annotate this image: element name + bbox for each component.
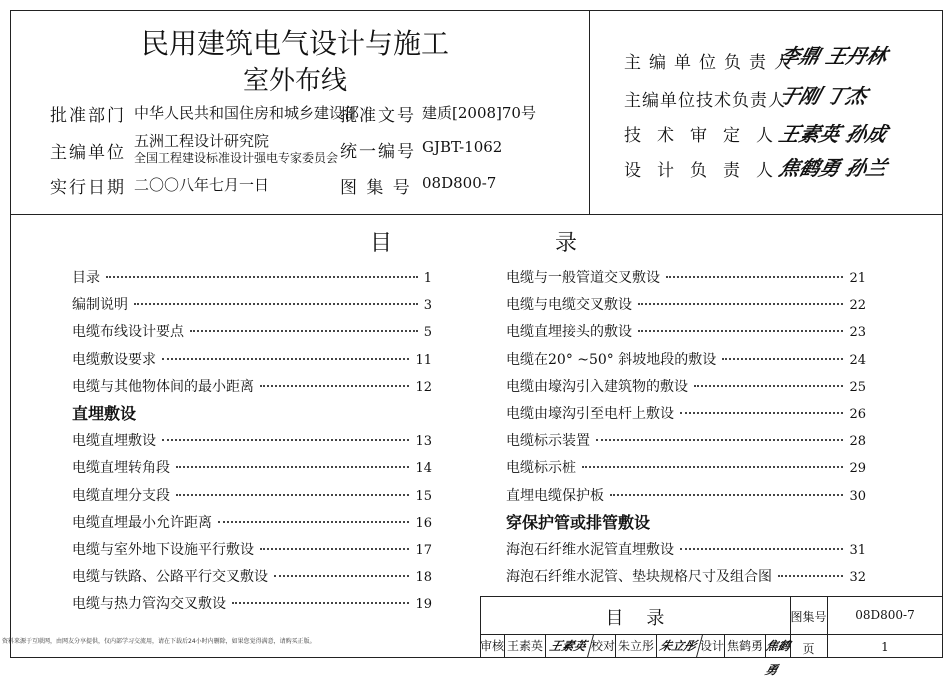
toc-entry[interactable] [506, 376, 866, 396]
toc-entry[interactable] [506, 267, 866, 287]
leader-dots [260, 548, 409, 550]
toc-entry-page: 5 [423, 325, 432, 341]
leader-dots [218, 521, 409, 523]
toc-entry-page: 26 [849, 407, 866, 422]
toc-entry-page: 23 [849, 325, 866, 341]
unified-number-label: 统一编号 [340, 142, 416, 162]
leader-dots [694, 385, 843, 387]
toc-entry[interactable] [506, 566, 866, 586]
toc-entry[interactable] [72, 321, 432, 341]
toc-entry-page: 13 [415, 434, 432, 450]
leader-dots [638, 330, 843, 332]
toc-entry-page: 1 [423, 271, 432, 286]
toc-entry[interactable] [506, 349, 866, 369]
leader-dots [610, 494, 843, 496]
leader-dots [680, 412, 843, 414]
approval-doc-value: 建质[2008]70号 [422, 104, 536, 122]
toc-entry-title: 电缆由壕沟引入建筑物的敷设 [506, 378, 688, 395]
toc-entry-title: 电缆敷设要求 [72, 351, 156, 368]
signer-role: 主编单位技术负责人 [624, 91, 786, 111]
toc-entry-page: 16 [415, 515, 432, 531]
toc-entry[interactable] [72, 512, 432, 532]
unified-number-value: GJBT-1062 [422, 138, 503, 156]
toc-entry[interactable] [506, 539, 866, 559]
signature: 于刚 丁杰 [776, 84, 870, 108]
toc-entry-page: 31 [849, 543, 866, 558]
header-divider [10, 214, 943, 215]
toc-heading-left: 目 [370, 231, 393, 256]
toc-entry-title: 电缆直埋接头的敷设 [506, 324, 632, 341]
toc-entry-title: 直埋电缆保护板 [506, 487, 604, 504]
leader-dots [582, 466, 843, 468]
footer-note: 资料来源于互联网，由网友分享提供，仅内部学习交流用，请在下载后24小时内删除，如果您觉得满意，请购买正版。 [2, 638, 316, 645]
toc-entry-page: 24 [849, 352, 866, 368]
toc-entry[interactable] [72, 294, 432, 314]
signature: 焦鹤勇 孙兰 [776, 156, 890, 180]
editor-unit-value-2: 全国工程建设标准设计强电专家委员会 [134, 151, 339, 165]
toc-entry-title: 电缆与室外地下设施平行敷设 [72, 542, 254, 558]
toc-entry[interactable] [506, 321, 866, 341]
toc-entry-page: 22 [849, 298, 866, 314]
atlas-number-label: 图 集 号 [340, 178, 412, 198]
toc-entry-title: 编制说明 [72, 297, 128, 314]
toc-section-heading: 直埋敷设 [72, 404, 137, 423]
toc-entry[interactable] [506, 403, 866, 423]
toc-entry-page: 14 [415, 461, 432, 477]
atlas-number-value: 08D800-7 [422, 174, 497, 192]
toc-entry-title: 目录 [72, 270, 100, 286]
atlas-value: 08D800-7 [855, 608, 915, 622]
signature-row [480, 634, 792, 677]
title-block-top [480, 596, 943, 597]
reviewer-signature: 王素英 [543, 634, 594, 658]
toc-entry-title: 电缆直埋分支段 [72, 487, 170, 504]
toc-entry-page: 28 [849, 434, 866, 450]
designer-name: 焦鹤勇 [725, 634, 766, 658]
toc-entry-page: 12 [415, 379, 432, 395]
toc-entry[interactable] [72, 593, 432, 613]
toc-entry-title: 电缆布线设计要点 [72, 324, 184, 341]
leader-dots [666, 276, 843, 278]
leader-dots [778, 575, 843, 577]
leader-dots [190, 330, 418, 332]
leader-dots [722, 358, 843, 360]
toc-entry[interactable] [72, 539, 432, 559]
leader-dots [680, 548, 843, 550]
reviewer-name: 王素英 [505, 634, 546, 658]
toc-entry-title: 电缆与一般管道交叉敷设 [506, 270, 660, 286]
approval-dept-value: 中华人民共和国住房和城乡建设部 [134, 104, 360, 122]
leader-dots [596, 439, 843, 441]
toc-entry-page: 17 [415, 543, 432, 558]
toc-entry-page: 11 [415, 352, 432, 368]
toc-entry-title: 电缆标示装置 [506, 433, 590, 450]
toc-entry-page: 3 [423, 298, 432, 314]
checker-name: 朱立彤 [616, 634, 657, 658]
toc-entry[interactable] [506, 294, 866, 314]
toc-entry-title: 电缆在20° ~50° 斜坡地段的敷设 [506, 351, 717, 368]
signature: 王素英 孙成 [776, 122, 890, 146]
toc-entry-page: 25 [849, 379, 866, 395]
editor-unit-value: 五洲工程设计研究院 [134, 132, 270, 150]
signer-role: 设计负责人 [624, 161, 789, 181]
toc-entry-title: 电缆直埋转角段 [72, 460, 170, 477]
page-value: 1 [881, 640, 889, 654]
toc-entry-title: 电缆与电缆交叉敷设 [506, 297, 632, 314]
leader-dots [106, 276, 418, 278]
toc-entry-page: 30 [849, 488, 866, 504]
toc-entry[interactable] [506, 430, 866, 450]
page-label: 页 [802, 642, 815, 656]
leader-dots [162, 439, 409, 441]
toc-entry-title: 电缆与热力管沟交叉敷设 [72, 596, 226, 613]
toc-entry-title: 电缆与其他物体间的最小距离 [72, 378, 254, 395]
editor-unit-label: 主编单位 [50, 143, 126, 163]
toc-entry[interactable] [506, 485, 866, 505]
approval-dept-label: 批准部门 [50, 106, 126, 126]
signer-role: 技术审定人 [624, 126, 789, 146]
toc-entry[interactable] [506, 457, 866, 477]
toc-entry-title: 电缆标示桩 [506, 460, 576, 477]
checker-signature: 朱立彤 [654, 634, 703, 658]
toc-entry[interactable] [72, 566, 432, 586]
signer-role: 主编单位负责人 [624, 53, 799, 73]
review-label: 审核 [480, 634, 505, 658]
toc-entry[interactable] [72, 430, 432, 450]
effective-date-value: 二〇〇八年七月一日 [134, 176, 270, 194]
atlas-title: 民用建筑电气设计与施工 [140, 27, 449, 60]
leader-dots [176, 466, 409, 468]
toc-entry[interactable] [72, 349, 432, 369]
leader-dots [638, 303, 843, 305]
toc-section-heading: 穿保护管或排管敷设 [506, 512, 651, 532]
toc-entry-title: 电缆直埋最小允许距离 [72, 514, 212, 531]
toc-entry-page: 18 [415, 570, 432, 586]
toc-entry[interactable] [72, 267, 432, 287]
toc-heading-right: 录 [555, 231, 578, 256]
atlas-label: 图集号 [790, 610, 827, 624]
check-label: 校对 [591, 634, 616, 658]
approval-doc-label: 批准文号 [340, 106, 416, 126]
leader-dots [162, 358, 409, 360]
title-block-name: 目 录 [605, 608, 665, 629]
leader-dots [134, 303, 418, 305]
toc-entry[interactable] [72, 457, 432, 477]
toc-entry-page: 19 [415, 597, 432, 613]
toc-entry-title: 电缆与铁路、公路平行交叉敷设 [72, 569, 268, 586]
toc-entry-page: 29 [849, 461, 866, 477]
toc-entry-title: 海泡石纤维水泥管、垫块规格尺寸及组合图 [506, 569, 772, 586]
leader-dots [260, 385, 409, 387]
toc-entry[interactable] [72, 485, 432, 505]
leader-dots [176, 494, 409, 496]
toc-entry-title: 电缆直埋敷设 [72, 433, 156, 450]
toc-entry-page: 21 [849, 271, 866, 286]
toc-entry-title: 电缆由壕沟引至电杆上敷设 [506, 406, 674, 422]
toc-entry-title: 海泡石纤维水泥管直埋敷设 [506, 542, 674, 558]
leader-dots [232, 602, 409, 604]
leader-dots [274, 575, 409, 577]
toc-entry[interactable] [72, 376, 432, 396]
toc-entry-page: 15 [415, 488, 432, 504]
signature: 李鼎 王丹林 [776, 44, 890, 68]
effective-date-label: 实行日期 [50, 178, 126, 198]
toc-entry-page: 32 [849, 570, 866, 586]
designer-signature: 焦鹤勇 [763, 639, 792, 677]
atlas-subtitle: 室外布线 [242, 66, 347, 96]
design-label: 设计 [700, 634, 725, 658]
